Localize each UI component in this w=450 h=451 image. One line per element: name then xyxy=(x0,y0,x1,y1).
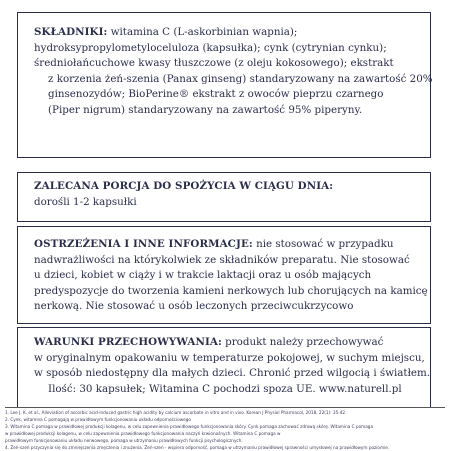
storage-line-3: w sposób niedostępny dla małych dzieci. Chronić przed wilgocią i światłem. xyxy=(34,367,431,380)
ingredients-line-2: hydroksypropylometyloceluloza (kapsułka); cynk (cytrynian cynku); xyxy=(34,41,387,54)
footnote-3: 3. Witamina C pomaga w prawidłowej produkcji kolagenu, w celu zapewnienia prawidłowego funkcjonowania skóry. Cynk pomaga zachować zdrową skórę. Witamina C pomaga xyxy=(5,424,374,429)
warnings-line-4: predyspozycje do tworzenia kamieni nerkowych lub chorujących na kamicę xyxy=(34,284,428,297)
ingredients-text: witamina C (L-askorbinian wapnia); xyxy=(107,26,298,38)
ingredients-line-3: średniołańcuchowe kwasy tłuszczowe (z oleju kokosowego); ekstrakt xyxy=(34,57,394,70)
warnings-line-2: nadwrażliwości na którykolwiek ze składników preparatu. Nie stosować xyxy=(34,253,410,266)
footnote-3-cont-2: prawidłowym funkcjonowaniu układu nerwowego, pomaga w utrzymaniu prawidłowych funkcji psychologicznych. xyxy=(5,438,243,443)
warnings-line-3: u dzieci, kobiet w ciąży i w trakcie laktacji oraz u osób mających xyxy=(34,269,372,282)
footnotes xyxy=(5,407,445,451)
footnote-3-cont: w prawidłowej produkcji kolagenu, w celu zapewnienia prawidłowego funkcjonowania naczyń krwionośnych. Witamina C pomaga w xyxy=(5,431,281,436)
ingredients-heading: SKŁADNIKI: xyxy=(34,26,108,38)
dose-heading-text: ZALECANA PORCJA DO SPOŻYCIA W CIĄGU DNIA: xyxy=(34,180,334,192)
ingredients-line-4: z korzenia żeń-szenia (Panax ginseng) standaryzowany na zawartość 20% xyxy=(48,72,433,85)
warnings-section xyxy=(17,226,431,324)
storage-text: produkt należy przechowywać xyxy=(221,336,384,348)
dose-text: dorośli 1-2 kapsułki xyxy=(34,195,137,208)
warnings-text: nie stosować w przypadku xyxy=(252,238,394,250)
storage-line-2: w oryginalnym opakowaniu w temperaturze pokojowej, w suchym miejscu, xyxy=(34,351,425,364)
dose-section xyxy=(17,172,431,222)
storage-line-4: Ilość: 30 kapsułek; Witamina C pochodzi spoza UE. www.naturell.pl xyxy=(48,382,402,395)
footnote-divider xyxy=(5,407,445,408)
ingredients-section xyxy=(17,12,431,158)
ingredients-line-5: ginsenozydów; BioPerine® ekstrakt z owoców pieprzu czarnego xyxy=(48,88,384,101)
ingredients-line-1 xyxy=(34,25,418,41)
footnote-1: 1. Lee J. K. et al., Alleviation of ascorbic acid-induced gastric high acidity by calcium ascorbate in vitro and in vivo. Korean J Physiol Pharmacol, 2018, 22(1): 35-42. xyxy=(5,410,347,415)
dose-heading xyxy=(34,179,418,195)
warnings-heading: OSTRZEŻENIA I INNE INFORMACJE: xyxy=(34,238,253,250)
footnote-2: 2. Cynk, witamina C pomagają w prawidłowym funkcjonowaniu układu odpornościowego xyxy=(5,417,191,422)
storage-heading: WARUNKI PRZECHOWYWANIA: xyxy=(34,336,222,348)
footnote-4: 4. Żeń-szeń przyczynia się do zmniejszenia zmęczenia i znużenia. Żeń-szeń - wspiera odporność, pomaga w utrzymaniu prawidłowej sprawności umysłowej na prawidłowym poziomie. xyxy=(5,445,390,450)
warnings-line-1 xyxy=(34,237,418,253)
ingredients-line-6: (Piper nigrum) standaryzowany na zawartość 95% piperyny. xyxy=(48,103,363,116)
storage-line-1 xyxy=(34,335,418,351)
warnings-line-5: nerkową. Nie stosować u osób leczonych przeciwcukrzycowo xyxy=(34,300,354,313)
